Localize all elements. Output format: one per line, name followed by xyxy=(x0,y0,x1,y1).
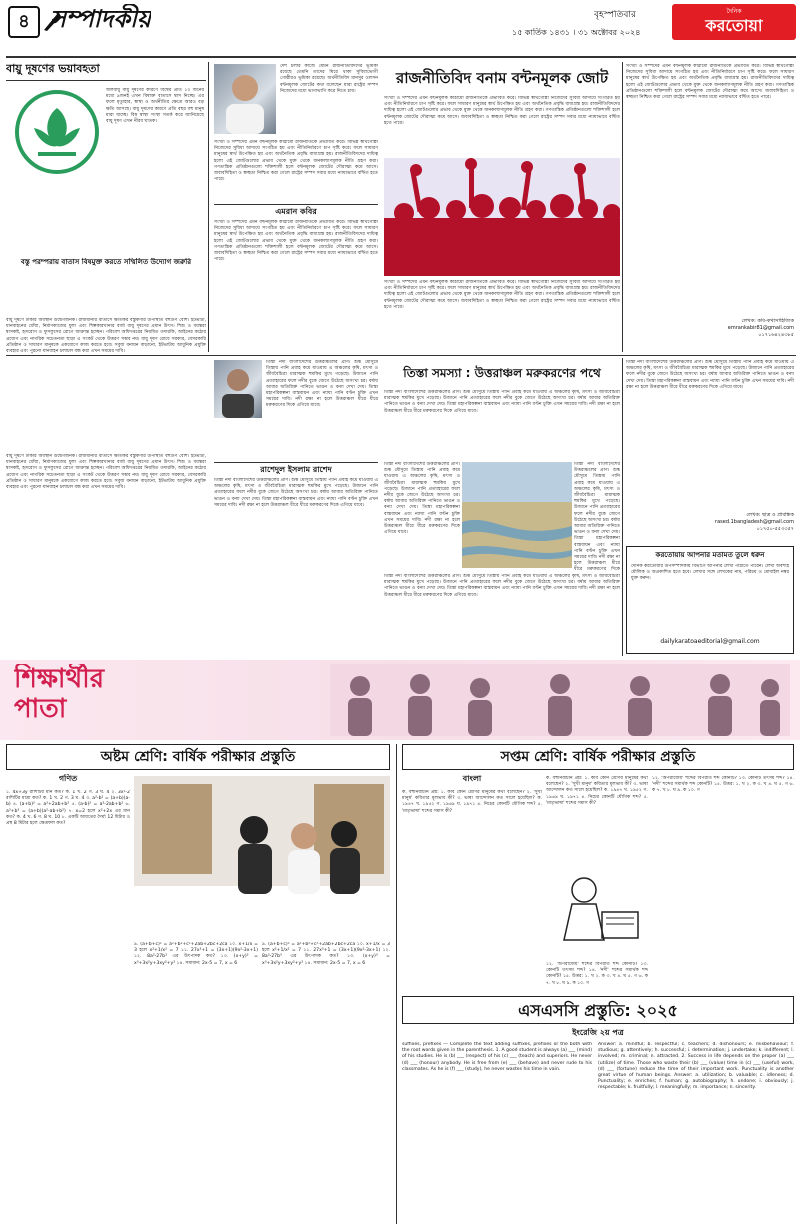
pollution-body-3: বায়ু দূষণে ঢাকার অবস্থান উদ্বেগজনক। রাজধানীর বাতাসে ক্ষতিকর বস্তুকণার উপস্থিতি বহুগুণ বেশি। ইটভাটা, যানবাহনের ধোঁয়া, নির্মাণকাজের ধুলা এবং শিল্পকারখানার বর্জ্য বায়ু দূষণের প্রধান উৎস। শিশু ও বয়স্করা শ্বাসকষ্ট, হৃদরোগ ও ফুসফুসের রোগে আক্রান্ত হচ্ছেন। পরিবেশ অধিদপ্তরের নিয়মিত তদারকি, আইনের কঠোর প্রয়োগ এবং নাগরিক সচেতনতা ছাড়া এ সংকট থেকে উত্তরণ সম্ভব নয়। বায়ু দূষণ রোধে সরকার, বেসরকারি প্রতিষ্ঠান ও সাধারণ মানুষকে একযোগে কাজ করতে হবে। সবুজ বনায়ন বাড়ানো, ইটভাটায় আধুনিক প্রযুক্তি ব্যবহার এবং পুরনো যানবাহন চলাচল বন্ধ করা এখন সময়ের দাবি। xyxy=(6,454,206,491)
students-banner-photo xyxy=(330,664,790,736)
teesta-body-bottom: তিস্তা নদী বাংলাদেশের উত্তরাঞ্চলের প্রাণ। শুষ্ক মৌসুমে তিস্তায় পানি প্রবাহ কমে যাওয়ায় এ অঞ্চলের কৃষি, মৎস্য ও জীববৈচিত্র্য মারাত্মক হুমকির মুখে পড়েছে। উজানে পানি প্রত্যাহারের ফলে নদীর বুকে জেগে উঠেছে অসংখ্য চর। বর্ষায় আবার অতিরিক্ত পানিতে ভাঙন ও বন্যা দেখা দেয়। তিস্তা মহাপরিকল্পনা বাস্তবায়ন এবং ন্যায্য পানি বণ্টন চুক্তি এখন সময়ের দাবি। নদী রক্ষা না হলে উত্তরাঞ্চল ধীরে ধীরে মরুকরণের দিকে এগিয়ে যাবে। xyxy=(384,574,620,598)
classroom-photo xyxy=(134,776,390,938)
math-questions-col1: ১. 4x+3y রাশিটির মান কত? ক. 1 খ. 2 গ. 3 ঘ. 4 ২. 3x²-2 রাশিটির মাত্রা কত? ক. 1 খ. 2 গ. 3 ঘ. 4 ৩. a²-b² = (a+b)(a-b) ৪. (a+b)² = a²+2ab+b² ৫. (a-b)² = a²-2ab+b² ৬. a³+b³ = (a+b)(a²-ab+b²) ৭. x=2 হলে x²+2x এর মান কত? ক. 4 খ. 6 গ. 8 ঘ. 10 ৮. একটি আয়তের দৈর্ঘ্য 12 মিটার ও প্রস্থ 8 মিটার হলে ক্ষেত্রফল কত? xyxy=(6,790,130,827)
protest-illustration xyxy=(384,158,620,276)
article-author: এমরান কবির xyxy=(214,204,378,216)
class7-heading: সপ্তম শ্রেণি: বার্ষিক পরীক্ষার প্রস্তুতি xyxy=(402,744,794,770)
article-body-right: সংখ্যা ও সম্পদের এমন বন্টনমূলক কাঠামো রাজনীতিকে প্রভাবিত করে। বিভিন্ন স্বার্থগোষ্ঠী নিজেদের সুবিধা আদায়ে সংগঠিত হয় এবং নীতিনির্ধারণে চাপ সৃষ্টি করে। ফলে সাধারণ মানুষের স্বার্থ উপেক্ষিত হয় এবং অর্থনৈতিক প্রবৃদ্ধি বাধাগ্রস্ত হয়। রাজনীতিবিদদের দায়িত্ব হলো এই জোটগুলোর প্রভাব থেকে মুক্ত থেকে জনকল্যাণমূলক নীতি গ্রহণ করা। গণতান্ত্রিক প্রতিষ্ঠানগুলো শক্তিশালী হলে বন্টনমূলক জোটের দৌরাত্ম্য কমে আসে। জবাবদিহিতা ও স্বচ্ছতা নিশ্চিত করা গেলে রাষ্ট্রের সম্পদ সবার মধ্যে ন্যায্যভাবে বন্টিত হতে পারে। xyxy=(626,64,794,101)
bangla-label: বাংলা xyxy=(462,774,482,783)
teesta-body-left: তিস্তা নদী বাংলাদেশের উত্তরাঞ্চলের প্রাণ। শুষ্ক মৌসুমে তিস্তায় পানি প্রবাহ কমে যাওয়ায় এ অঞ্চলের কৃষি, মৎস্য ও জীববৈচিত্র্য মারাত্মক হুমকির মুখে পড়েছে। উজানে পানি প্রত্যাহারের ফলে নদীর বুকে জেগে উঠেছে অসংখ্য চর। বর্ষায় আবার অতিরিক্ত পানিতে ভাঙন ও বন্যা দেখা দেয়। তিস্তা মহাপরিকল্পনা বাস্তবায়ন এবং ন্যায্য পানি বণ্টন চুক্তি এখন সময়ের দাবি। নদী রক্ষা না হলে উত্তরাঞ্চল ধীরে ধীরে মরুকরণের দিকে এগিয়ে যাবে। xyxy=(214,478,378,508)
english-answers: Answer: a. mindful; b. respectful; c. teachers; d. dishonours; e. misbehaviour; f. studious; g. attentively; h. successful; i. determination; j. undertake; k. indifferent; l. involved; m. criminal; n. attracted. 2. Success in life depends on the proper (a) ___ (utilize) of time. Those who waste their (b) ___ (value) time in (c) ___ (useful) work, (d) ___ (fortune) reduce the time of their important work. Punctuality is another great virtue of human beings. Answer: a. utilization; b. valuable; c. idleness; d. Punctuality; e. enriches; f. human; g. autobiography; h. undone; i. obviously; j. respectable; k. fruitfully; l. meaningfully; m. importance; n. sincerity. xyxy=(598,1042,794,1091)
class8-heading: অষ্টম শ্রেণি: বার্ষিক পরীক্ষার প্রস্তুতি xyxy=(6,744,390,770)
river-photo xyxy=(462,462,572,568)
math-questions-col2: ৯. (a+b+c)² = a²+b²+c²+2ab+2bc+2ca ১০. x+1/x = 3 হলে x²+1/x² = 7 ১১. 27x³+1 = (3x+1)(9x²-3x+1) ১২. 8a³-27b³ এর উৎপাদক কত? ১৩. (x+y)³ = x³+3x²y+3xy²+y³ ১৪. সমাধান: 2x-5 = 7, x = 6 xyxy=(134,942,258,966)
article-writer-info xyxy=(626,318,794,352)
editorial-body-2: বায়ু দূষণে ঢাকার অবস্থান উদ্বেগজনক। রাজধানীর বাতাসে ক্ষতিকর বস্তুকণার উপস্থিতি বহুগুণ বেশি। ইটভাটা, যানবাহনের ধোঁয়া, নির্মাণকাজের ধুলা এবং শিল্পকারখানার বর্জ্য বায়ু দূষণের প্রধান উৎস। শিশু ও বয়স্করা শ্বাসকষ্ট, হৃদরোগ ও ফুসফুসের রোগে আক্রান্ত হচ্ছেন। পরিবেশ অধিদপ্তরের নিয়মিত তদারকি, আইনের কঠোর প্রয়োগ এবং নাগরিক সচেতনতা ছাড়া এ সংকট থেকে উত্তরণ সম্ভব নয়। বায়ু দূষণ রোধে সরকার, বেসরকারি প্রতিষ্ঠান ও সাধারণ মানুষকে একযোগে কাজ করতে হবে। সবুজ বনায়ন বাড়ানো, ইটভাটায় আধুনিক প্রযুক্তি ব্যবহার এবং পুরনো যানবাহন চলাচল বন্ধ করা এখন সময়ের দাবি। xyxy=(6,318,206,355)
author-photo xyxy=(214,64,276,134)
opinion-body: দৈনিক করতোয়ার উপসম্পাদকীয় বিভাগে আপনার লেখা পাঠাতে পারেন। লেখা অবশ্যই মৌলিক ও অপ্রকাশিত হতে হবে। লেখার সঙ্গে লেখকের নাম, পরিচয় ও মোবাইল নম্বর যুক্ত করুন। xyxy=(631,563,789,582)
math-questions-col3: ৯. (a+b+c)² = a²+b²+c²+2ab+2bc+2ca ১০. x+1/x = 3 হলে x²+1/x² = 7 ১১. 27x³+1 = (3x+1)(9x²-3x+1) ১২. 8a³-27b³ এর উৎপাদক কত? ১৩. (x+y)³ = x³+3x²y+3xy²+y³ ১৪. সমাধান: 2x-5 = 7, x = 6 xyxy=(262,942,390,966)
math-label: গণিত xyxy=(58,774,78,783)
article-title: রাজনীতিবিদ বনাম বন্টনমূলক জোট xyxy=(395,68,609,87)
opinion-email: dailykaratoaeditorial@gmail.com xyxy=(660,637,760,645)
teesta-writer-phone: ০১৭৫০-৫৫৩৩৫৭ xyxy=(756,526,794,532)
header-divider xyxy=(6,56,796,58)
teesta-body-top: তিস্তা নদী বাংলাদেশের উত্তরাঞ্চলের প্রাণ। শুষ্ক মৌসুমে তিস্তায় পানি প্রবাহ কমে যাওয়ায় এ অঞ্চলের কৃষি, মৎস্য ও জীববৈচিত্র্য মারাত্মক হুমকির মুখে পড়েছে। উজানে পানি প্রত্যাহারের ফলে নদীর বুকে জেগে উঠেছে অসংখ্য চর। বর্ষায় আবার অতিরিক্ত পানিতে ভাঙন ও বন্যা দেখা দেয়। তিস্তা মহাপরিকল্পনা বাস্তবায়ন এবং ন্যায্য পানি বণ্টন চুক্তি এখন সময়ের দাবি। নদী রক্ষা না হলে উত্তরাঞ্চল ধীরে ধীরে মরুকরণের দিকে এগিয়ে যাবে। xyxy=(384,390,620,414)
student-page-title: শিক্ষার্থীর পাতা xyxy=(14,664,105,724)
bangla-questions-col2: ক. বহুনির্বাচনি প্রশ্ন: ১. কবি কোন শ্রেণির মানুষের কথা বলেছেন? ২. 'সুখী মানুষ' কবিতার মূলভাব কী? ৩. ভাষা আন্দোলন কত সালে হয়েছিল? ক. ১৯৪৭ খ. ১৯৫২ গ. ১৯৬৯ ঘ. ১৯৭১ ৪. নিচের কোনটি যৌগিক শব্দ? ৫. 'মাতৃভাষা' শব্দের সমাস কী? xyxy=(546,776,648,806)
article-body-top: সংখ্যা ও সম্পদের এমন বন্টনমূলক কাঠামো রাজনীতিকে প্রভাবিত করে। বিভিন্ন স্বার্থগোষ্ঠী নিজেদের সুবিধা আদায়ে সংগঠিত হয় এবং নীতিনির্ধারণে চাপ সৃষ্টি করে। ফলে সাধারণ মানুষের স্বার্থ উপেক্ষিত হয় এবং অর্থনৈতিক প্রবৃদ্ধি বাধাগ্রস্ত হয়। রাজনীতিবিদদের দায়িত্ব হলো এই জোটগুলোর প্রভাব থেকে মুক্ত থেকে জনকল্যাণমূলক নীতি গ্রহণ করা। গণতান্ত্রিক প্রতিষ্ঠানগুলো শক্তিশালী হলে বন্টনমূলক জোটের দৌরাত্ম্য কমে আসে। জবাবদিহিতা ও স্বচ্ছতা নিশ্চিত করা গেলে রাষ্ট্রের সম্পদ সবার মধ্যে ন্যায্যভাবে বন্টিত হতে পারে। xyxy=(384,96,620,126)
masthead-small: দৈনিক xyxy=(726,8,742,16)
teesta-writer-note: লেখক: ছাত্র ও প্রাবন্ধিক xyxy=(746,512,794,518)
editorial-body-1: জলবায়ু বায়ু দূষণের কারণে বিশ্বের প্রতি ১০ জনের মধ্যে ৯জনই এখন বিষাক্ত বাতাসে শ্বাস নিচ্ছে। এর ফলে মৃত্যুহার, স্বাস্থ্য ও অর্থনীতির ক্ষেত্রে আরও বড় ক্ষতি আসছে। বায়ু দূষণের কারণে প্রতি বছর বহু মানুষ মারা যাচ্ছে। বিশ্ব স্বাস্থ্য সংস্থা সতর্ক করে জানিয়েছে বায়ু দূষণ এখন নীরব ঘাতক। xyxy=(106,88,204,125)
english-questions: suffixes, prefixes — Complete the text adding suffixes, prefixes or the both with the root words given in the parenthesis. 1. A good student is always (a) ___ (mind) of his studies. He is (b) ___ (respect) of his (c) ___ (teach) and superiors. He never (d) ___ (honour) anybody. He is free from (e) ___ (behave) and never rude to his classmates. As he is (f) ___ (study), he never wastes his time in vain. xyxy=(402,1042,592,1072)
header-date: ১৫ কার্তিক ১৪৩১ । ৩১ অক্টোবর ২০২৪ xyxy=(512,28,641,37)
editorial-title: বায়ু দূষণের ভয়াবহতা xyxy=(6,62,100,75)
english-label: ইংরেজি ২য় পত্র xyxy=(572,1028,624,1037)
article-body-bottom: সংখ্যা ও সম্পদের এমন বন্টনমূলক কাঠামো রাজনীতিকে প্রভাবিত করে। বিভিন্ন স্বার্থগোষ্ঠী নিজেদের সুবিধা আদায়ে সংগঠিত হয় এবং নীতিনির্ধারণে চাপ সৃষ্টি করে। ফলে সাধারণ মানুষের স্বার্থ উপেক্ষিত হয় এবং অর্থনৈতিক প্রবৃদ্ধি বাধাগ্রস্ত হয়। রাজনীতিবিদদের দায়িত্ব হলো এই জোটগুলোর প্রভাব থেকে মুক্ত থেকে জনকল্যাণমূলক নীতি গ্রহণ করা। গণতান্ত্রিক প্রতিষ্ঠানগুলো শক্তিশালী হলে বন্টনমূলক জোটের দৌরাত্ম্য কমে আসে। জবাবদিহিতা ও স্বচ্ছতা নিশ্চিত করা গেলে রাষ্ট্রের সম্পদ সবার মধ্যে ন্যায্যভাবে বন্টিত হতে পারে। xyxy=(384,280,620,310)
writer-email: emrankabir81@gmail.com xyxy=(727,325,794,331)
article-intro-cont: সংখ্যা ও সম্পদের এমন বন্টনমূলক কাঠামো রাজনীতিকে প্রভাবিত করে। বিভিন্ন স্বার্থগোষ্ঠী নিজেদের সুবিধা আদায়ে সংগঠিত হয় এবং নীতিনির্ধারণে চাপ সৃষ্টি করে। ফলে সাধারণ মানুষের স্বার্থ উপেক্ষিত হয় এবং অর্থনৈতিক প্রবৃদ্ধি বাধাগ্রস্ত হয়। রাজনীতিবিদদের দায়িত্ব হলো এই জোটগুলোর প্রভাব থেকে মুক্ত থেকে জনকল্যাণমূলক নীতি গ্রহণ করা। গণতান্ত্রিক প্রতিষ্ঠানগুলো শক্তিশালী হলে বন্টনমূলক জোটের দৌরাত্ম্য কমে আসে। জবাবদিহিতা ও স্বচ্ছতা নিশ্চিত করা গেলে রাষ্ট্রের সম্পদ সবার মধ্যে ন্যায্যভাবে বন্টিত হতে পারে। xyxy=(214,140,378,183)
section-divider xyxy=(6,355,796,356)
writer-note: লেখক: কবি-কথাসাহিত্যিক xyxy=(741,318,794,324)
column-divider xyxy=(208,62,209,352)
teesta-writer-email: rased.1bangladesh@gmail.com xyxy=(715,519,794,525)
teesta-title: তিস্তা সমস্যা : উত্তরাঞ্চল মরুকরণের পথে xyxy=(403,365,601,380)
teesta-writer-info xyxy=(626,512,794,542)
bangla-questions-col2b: ১২. 'অপরাজেয়' শব্দের বিপরীত শব্দ কোনটি? ১৩. কোনটি তৎসম শব্দ? ১৪. 'নদী' শব্দের সমার্থক শব্দ কোনটি? ১৫. উত্তর: ১. খ ২. ক ৩. খ ৪. ঘ ৫. গ ৬. ক ৭. খ ৮. ঘ ৯. ক ১০. গ xyxy=(546,962,648,986)
bangla-questions-col1: ক. বহুনির্বাচনি প্রশ্ন: ১. কবি কোন শ্রেণির মানুষের কথা বলেছেন? ২. 'সুখী মানুষ' কবিতার মূলভাব কী? ৩. ভাষা আন্দোলন কত সালে হয়েছিল? ক. ১৯৪৭ খ. ১৯৫২ গ. ১৯৬৯ ঘ. ১৯৭১ ৪. নিচের কোনটি যৌগিক শব্দ? ৫. 'মাতৃভাষা' শব্দের সমাস কী? xyxy=(402,790,542,814)
page-number: ৪ xyxy=(8,6,40,38)
reading-illustration xyxy=(546,860,648,960)
bangla-questions-col3: ১২. 'অপরাজেয়' শব্দের বিপরীত শব্দ কোনটি? ১৩. কোনটি তৎসম শব্দ? ১৪. 'নদী' শব্দের সমার্থক শব্দ কোনটি? ১৫. উত্তর: ১. খ ২. ক ৩. খ ৪. ঘ ৫. গ ৬. ক ৭. খ ৮. ঘ ৯. ক ১০. গ xyxy=(652,776,794,794)
column-divider xyxy=(622,358,623,656)
teesta-author-photo xyxy=(214,360,262,418)
article-intro: দেশ চলার কাজে যেমন রাজনীতিবিদদের ভূমিকা রয়েছে তেমনি তাদের ঘিরে থাকা সুবিধাভোগী গোষ্ঠীরও ভূমিকা রয়েছে। অর্থনীতিবিদ মানসুর ওলসন বন্টনমূলক জোটের কথা বলেছেন যারা রাষ্ট্রের সম্পদ নিজেদের মধ্যে ভাগাভাগি করে নিতে চায়। xyxy=(280,64,378,94)
student-page-banner xyxy=(0,660,800,740)
opinion-title: করতোয়ায় আপনার মতামত তুলে ধরুন xyxy=(655,551,765,559)
teesta-intro: তিস্তা নদী বাংলাদেশের উত্তরাঞ্চলের প্রাণ। শুষ্ক মৌসুমে তিস্তায় পানি প্রবাহ কমে যাওয়ায় এ অঞ্চলের কৃষি, মৎস্য ও জীববৈচিত্র্য মারাত্মক হুমকির মুখে পড়েছে। উজানে পানি প্রত্যাহারের ফলে নদীর বুকে জেগে উঠেছে অসংখ্য চর। বর্ষায় আবার অতিরিক্ত পানিতে ভাঙন ও বন্যা দেখা দেয়। তিস্তা মহাপরিকল্পনা বাস্তবায়ন এবং ন্যায্য পানি বণ্টন চুক্তি এখন সময়ের দাবি। নদী রক্ষা না হলে উত্তরাঞ্চল ধীরে ধীরে মরুকরণের দিকে এগিয়ে যাবে। xyxy=(266,360,378,409)
article-title-box xyxy=(384,62,620,94)
editorial-air-pollution xyxy=(6,62,206,317)
masthead-name: করতোয়া xyxy=(705,15,763,35)
teesta-body-narrow-2: তিস্তা নদী বাংলাদেশের উত্তরাঞ্চলের প্রাণ। শুষ্ক মৌসুমে তিস্তায় পানি প্রবাহ কমে যাওয়ায় এ অঞ্চলের কৃষি, মৎস্য ও জীববৈচিত্র্য মারাত্মক হুমকির মুখে পড়েছে। উজানে পানি প্রত্যাহারের ফলে নদীর বুকে জেগে উঠেছে অসংখ্য চর। বর্ষায় আবার অতিরিক্ত পানিতে ভাঙন ও বন্যা দেখা দেয়। তিস্তা মহাপরিকল্পনা বাস্তবায়ন এবং ন্যায্য পানি বণ্টন চুক্তি এখন সময়ের দাবি। নদী রক্ষা না হলে উত্তরাঞ্চল ধীরে ধীরে মরুকরণের দিকে xyxy=(574,462,620,572)
writer-phone: ০১৭১৬৪২৪৩৮৫ xyxy=(758,332,794,338)
ssc-heading: এসএসসি প্রস্তুতি: ২০২৫ xyxy=(402,996,794,1024)
editorial-pull-quote: বস্তু পরম্পরায় বাতাস বিষমুক্ত করতে সম্মিলিত উদ্যোগ জরুরি xyxy=(20,258,192,266)
column-divider xyxy=(396,744,397,1224)
teesta-body-right: তিস্তা নদী বাংলাদেশের উত্তরাঞ্চলের প্রাণ। শুষ্ক মৌসুমে তিস্তায় পানি প্রবাহ কমে যাওয়ায় এ অঞ্চলের কৃষি, মৎস্য ও জীববৈচিত্র্য মারাত্মক হুমকির মুখে পড়েছে। উজানে পানি প্রত্যাহারের ফলে নদীর বুকে জেগে উঠেছে অসংখ্য চর। বর্ষায় আবার অতিরিক্ত পানিতে ভাঙন ও বন্যা দেখা দেয়। তিস্তা মহাপরিকল্পনা বাস্তবায়ন এবং ন্যায্য পানি বণ্টন চুক্তি এখন সময়ের দাবি। নদী রক্ষা না হলে উত্তরাঞ্চল ধীরে ধীরে মরুকরণের দিকে এগিয়ে যাবে। xyxy=(626,360,794,390)
masthead-logo xyxy=(672,4,796,40)
column-divider xyxy=(622,62,623,352)
header-day: বৃহস্পতিবার xyxy=(594,10,636,20)
article-body-left: সংখ্যা ও সম্পদের এমন বন্টনমূলক কাঠামো রাজনীতিকে প্রভাবিত করে। বিভিন্ন স্বার্থগোষ্ঠী নিজেদের সুবিধা আদায়ে সংগঠিত হয় এবং নীতিনির্ধারণে চাপ সৃষ্টি করে। ফলে সাধারণ মানুষের স্বার্থ উপেক্ষিত হয় এবং অর্থনৈতিক প্রবৃদ্ধি বাধাগ্রস্ত হয়। রাজনীতিবিদদের দায়িত্ব হলো এই জোটগুলোর প্রভাব থেকে মুক্ত থেকে জনকল্যাণমূলক নীতি গ্রহণ করা। গণতান্ত্রিক প্রতিষ্ঠানগুলো শক্তিশালী হলে বন্টনমূলক জোটের দৌরাত্ম্য কমে আসে। জবাবদিহিতা ও স্বচ্ছতা নিশ্চিত করা গেলে রাষ্ট্রের সম্পদ সবার মধ্যে ন্যায্যভাবে বন্টিত হতে পারে। xyxy=(214,220,378,263)
epa-logo-icon xyxy=(14,88,100,176)
section-title: সম্পাদকীয় xyxy=(50,4,152,33)
teesta-title-box xyxy=(384,358,620,388)
teesta-author: রাশেদুল ইসলাম রাশেদ xyxy=(214,462,378,474)
teesta-body-narrow: তিস্তা নদী বাংলাদেশের উত্তরাঞ্চলের প্রাণ। শুষ্ক মৌসুমে তিস্তায় পানি প্রবাহ কমে যাওয়ায় এ অঞ্চলের কৃষি, মৎস্য ও জীববৈচিত্র্য মারাত্মক হুমকির মুখে পড়েছে। উজানে পানি প্রত্যাহারের ফলে নদীর বুকে জেগে উঠেছে অসংখ্য চর। বর্ষায় আবার অতিরিক্ত পানিতে ভাঙন ও বন্যা দেখা দেয়। তিস্তা মহাপরিকল্পনা বাস্তবায়ন এবং ন্যায্য পানি বণ্টন চুক্তি এখন সময়ের দাবি। নদী রক্ষা না হলে উত্তরাঞ্চল ধীরে ধীরে মরুকরণের দিকে এগিয়ে যাবে। xyxy=(384,462,460,536)
opinion-box xyxy=(626,546,794,654)
page-header xyxy=(0,0,800,58)
